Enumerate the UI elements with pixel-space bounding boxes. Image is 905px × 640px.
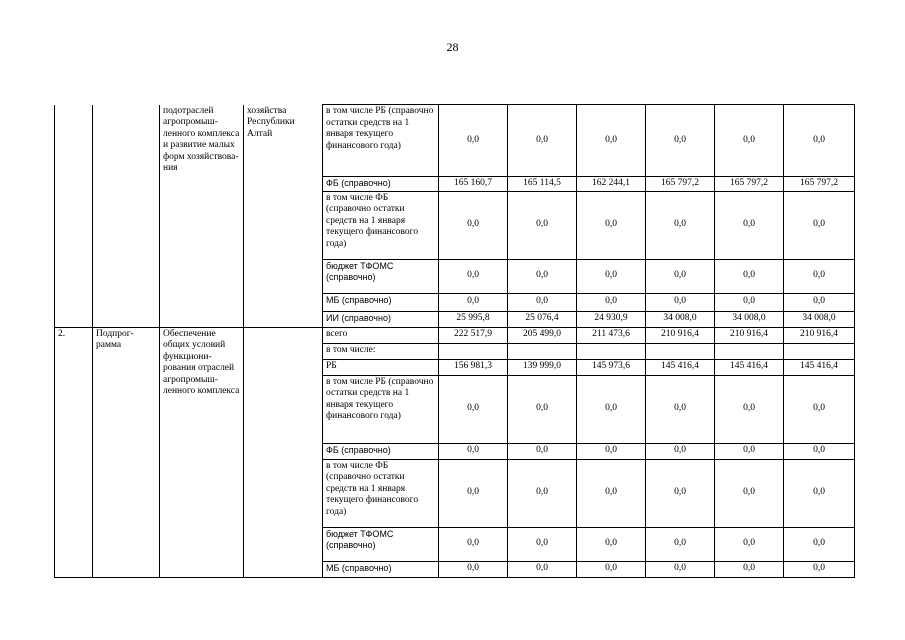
source-cell: ИИ (справочно) <box>323 311 439 327</box>
number-cell <box>55 105 93 328</box>
value-cell: 24 930,9 <box>577 311 646 327</box>
value-cell: 165 160,7 <box>439 177 508 192</box>
value-cell: 0,0 <box>508 259 577 293</box>
source-cell: в том числе РБ (справочно остатки средств на 1 января текущего финансового года) <box>323 105 439 177</box>
value-cell: 0,0 <box>784 293 855 311</box>
value-cell: 211 473,6 <box>577 327 646 343</box>
value-cell: 145 973,6 <box>577 359 646 375</box>
value-cell: 0,0 <box>715 293 784 311</box>
value-cell: 0,0 <box>715 527 784 561</box>
value-cell: 156 981,3 <box>439 359 508 375</box>
value-cell: 0,0 <box>577 459 646 527</box>
value-cell: 0,0 <box>646 375 715 443</box>
value-cell: 0,0 <box>577 561 646 577</box>
program-name-cell: подотраслей агропромыш-ленного комплекса и развитие малых форм хозяйствова-ния <box>160 105 244 328</box>
value-cell: 222 517,9 <box>439 327 508 343</box>
value-cell: 0,0 <box>715 459 784 527</box>
value-cell: 0,0 <box>439 527 508 561</box>
source-cell: бюджет ТФОМС (справочно) <box>323 527 439 561</box>
value-cell: 34 008,0 <box>715 311 784 327</box>
source-cell: в том числе ФБ (справочно остатки средств на 1 января текущего финансового года) <box>323 191 439 259</box>
value-cell <box>715 343 784 359</box>
value-cell: 145 416,4 <box>784 359 855 375</box>
value-cell <box>784 343 855 359</box>
value-cell: 0,0 <box>577 527 646 561</box>
value-cell: 165 114,5 <box>508 177 577 192</box>
value-cell: 0,0 <box>715 105 784 177</box>
value-cell: 0,0 <box>784 527 855 561</box>
value-cell: 0,0 <box>577 293 646 311</box>
value-cell: 34 008,0 <box>784 311 855 327</box>
value-cell: 34 008,0 <box>646 311 715 327</box>
value-cell: 210 916,4 <box>646 327 715 343</box>
value-cell: 162 244,1 <box>577 177 646 192</box>
value-cell: 0,0 <box>577 259 646 293</box>
source-cell: всего <box>323 327 439 343</box>
source-cell: ФБ (справочно) <box>323 177 439 192</box>
value-cell: 0,0 <box>715 443 784 459</box>
value-cell: 0,0 <box>508 527 577 561</box>
value-cell: 0,0 <box>508 561 577 577</box>
value-cell: 145 416,4 <box>646 359 715 375</box>
value-cell <box>577 343 646 359</box>
value-cell: 0,0 <box>646 105 715 177</box>
value-cell: 0,0 <box>646 459 715 527</box>
value-cell: 145 416,4 <box>715 359 784 375</box>
value-cell: 0,0 <box>784 443 855 459</box>
value-cell <box>508 343 577 359</box>
budget-table <box>54 104 855 578</box>
value-cell: 0,0 <box>508 375 577 443</box>
number-cell: 2. <box>55 327 93 577</box>
value-cell: 205 499,0 <box>508 327 577 343</box>
value-cell: 0,0 <box>646 191 715 259</box>
source-cell: ФБ (справочно) <box>323 443 439 459</box>
table-body <box>55 105 855 578</box>
value-cell: 0,0 <box>784 459 855 527</box>
source-cell: МБ (справочно) <box>323 561 439 577</box>
value-cell: 0,0 <box>646 561 715 577</box>
value-cell: 210 916,4 <box>715 327 784 343</box>
value-cell: 165 797,2 <box>784 177 855 192</box>
value-cell: 0,0 <box>508 191 577 259</box>
value-cell: 0,0 <box>439 293 508 311</box>
value-cell: 0,0 <box>577 191 646 259</box>
value-cell: 0,0 <box>646 527 715 561</box>
value-cell: 0,0 <box>646 259 715 293</box>
table-row <box>55 327 855 343</box>
value-cell: 0,0 <box>784 105 855 177</box>
type-cell: Подпрог-рамма <box>93 327 160 577</box>
value-cell: 0,0 <box>439 459 508 527</box>
value-cell <box>646 343 715 359</box>
value-cell: 0,0 <box>439 561 508 577</box>
value-cell: 165 797,2 <box>715 177 784 192</box>
value-cell <box>439 343 508 359</box>
value-cell: 0,0 <box>439 105 508 177</box>
value-cell: 0,0 <box>577 443 646 459</box>
table-row <box>55 105 855 177</box>
value-cell: 165 797,2 <box>646 177 715 192</box>
value-cell: 210 916,4 <box>784 327 855 343</box>
value-cell: 0,0 <box>439 259 508 293</box>
source-cell: МБ (справочно) <box>323 293 439 311</box>
value-cell: 0,0 <box>508 105 577 177</box>
value-cell: 0,0 <box>784 375 855 443</box>
type-cell <box>93 105 160 328</box>
value-cell: 0,0 <box>439 191 508 259</box>
value-cell: 0,0 <box>508 443 577 459</box>
value-cell: 25 076,4 <box>508 311 577 327</box>
executor-cell <box>244 327 323 577</box>
source-cell: в том числе: <box>323 343 439 359</box>
value-cell: 0,0 <box>577 105 646 177</box>
value-cell: 0,0 <box>577 375 646 443</box>
source-cell: бюджет ТФОМС (справочно) <box>323 259 439 293</box>
executor-cell: хозяйства Республики Алтай <box>244 105 323 328</box>
value-cell: 0,0 <box>715 375 784 443</box>
value-cell: 0,0 <box>508 293 577 311</box>
value-cell: 0,0 <box>715 191 784 259</box>
source-cell: РБ <box>323 359 439 375</box>
source-cell: в том числе РБ (справочно остатки средств на 1 января текущего финансового года) <box>323 375 439 443</box>
value-cell: 0,0 <box>508 459 577 527</box>
value-cell: 0,0 <box>439 443 508 459</box>
value-cell: 0,0 <box>715 259 784 293</box>
program-name-cell: Обеспечение общих условий функциони-рования отраслей агропромыш-ленного комплекса <box>160 327 244 577</box>
value-cell: 0,0 <box>646 443 715 459</box>
source-cell: в том числе ФБ (справочно остатки средств на 1 января текущего финансового года) <box>323 459 439 527</box>
value-cell: 0,0 <box>784 259 855 293</box>
value-cell: 139 999,0 <box>508 359 577 375</box>
page-number: 28 <box>446 40 459 54</box>
value-cell: 0,0 <box>784 561 855 577</box>
value-cell: 0,0 <box>439 375 508 443</box>
value-cell: 0,0 <box>715 561 784 577</box>
value-cell: 0,0 <box>784 191 855 259</box>
value-cell: 0,0 <box>646 293 715 311</box>
value-cell: 25 995,8 <box>439 311 508 327</box>
